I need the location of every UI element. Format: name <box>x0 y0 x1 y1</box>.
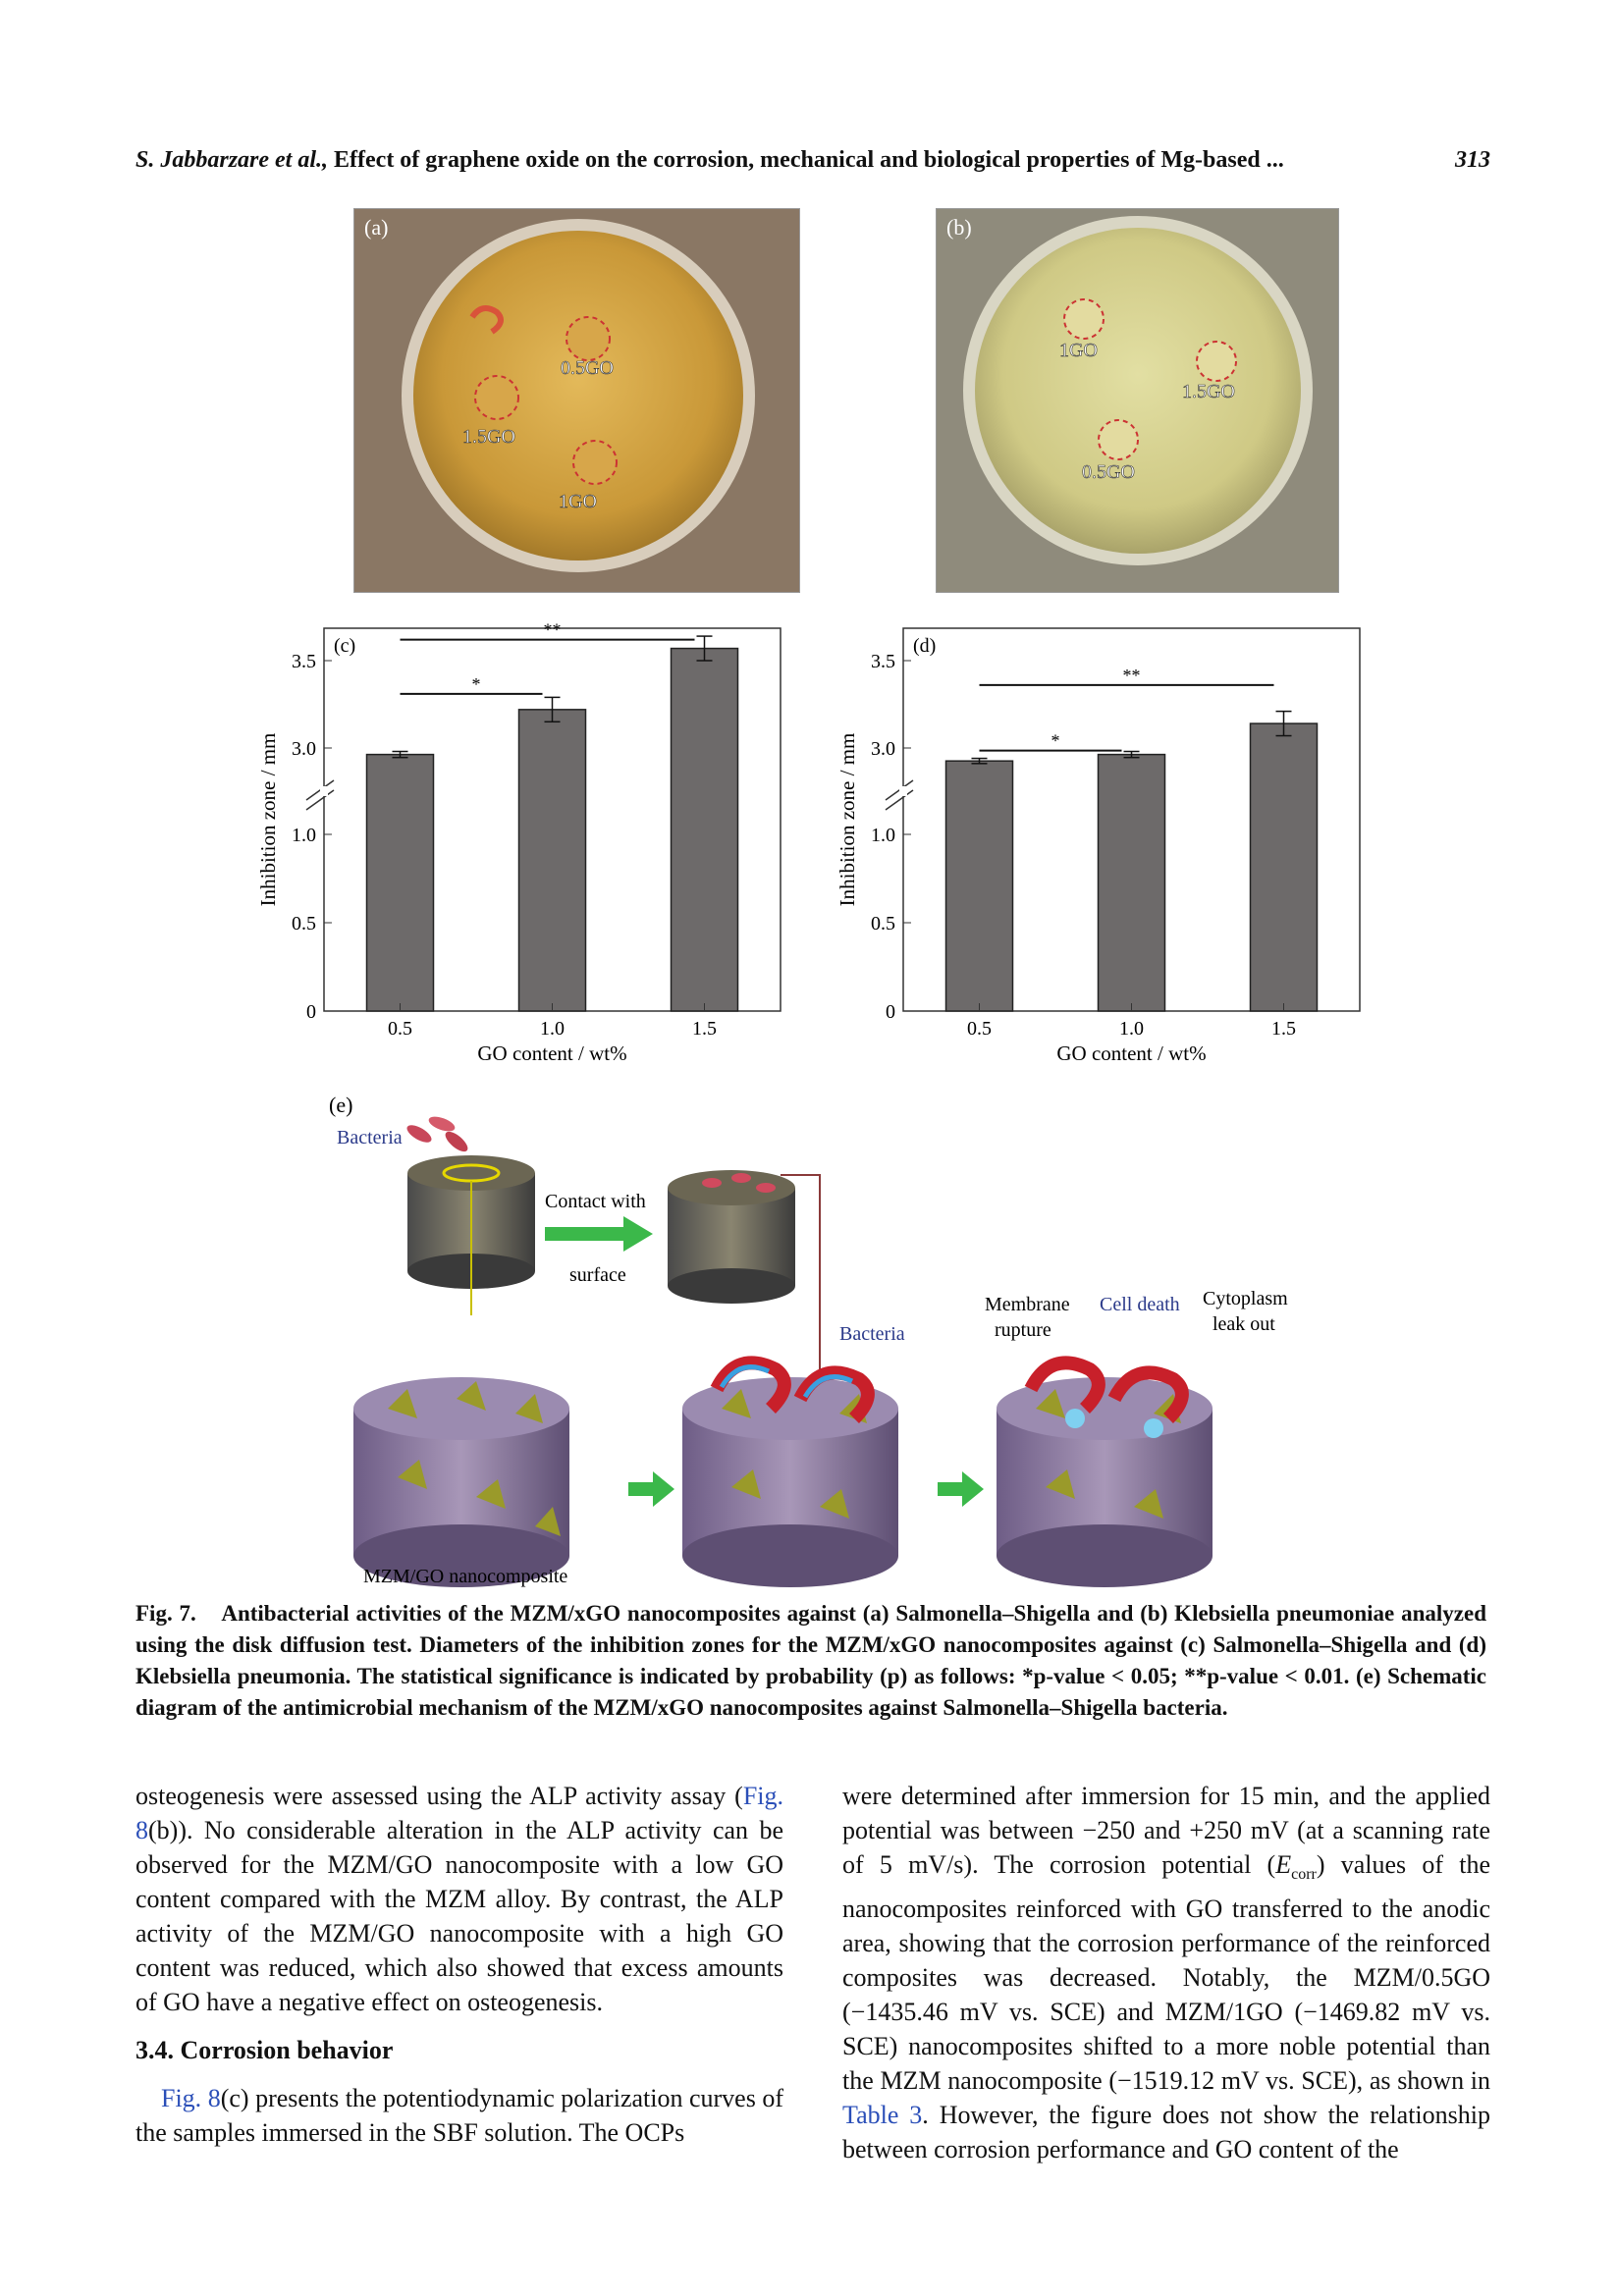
bar <box>946 761 1013 1011</box>
green-arrow-2-icon <box>628 1471 674 1507</box>
ecorr-subscript: corr <box>1291 1866 1317 1884</box>
membrane-text-1: Membrane <box>985 1294 1070 1315</box>
green-arrow-3-icon <box>938 1471 984 1507</box>
right-text-b: ) values of the nanocomposites reinforced with GO transferred to the anodic area, showing that the corrosion performance of the reinforced composites was decreased. Notably, the MZM/0.5GO (−1435.46 mV vs. SCE) and MZM/1GO (−1469.82 mV vs. SCE) nanocomposites shifted to a more noble potential than the MZM nanocomposite (−1519.12 mV vs. SCE), as shown in <box>842 1850 1490 2096</box>
contact-text-2: surface <box>569 1264 626 1286</box>
disk-label-a1: 0.5GO <box>561 357 614 379</box>
right-column <box>842 1779 1490 2166</box>
fig8c-link[interactable]: Fig. 8 <box>161 2084 221 2112</box>
bacteria-cluster-icon <box>404 1114 471 1155</box>
x-tick-label: 1.5 <box>1271 1018 1296 1040</box>
caption-text: Antibacterial activities of the MZM/xGO nanocomposites against (a) Salmonella–Shigella and (b) Klebsiella pneumoniae analyzed using the disk diffusion test. Diameters of the inhibition zones for the MZM/xGO nanocomposites against (c) Salmonella–Shigella and (d) Klebsiella pneumonia. The statistical significance is indicated by probability (p) as follows: *p-value < 0.05; **p-value < 0.01. (e) Schematic diagram of the antimicrobial mechanism of the MZM/xGO nanocomposites against Salmonella–Shigella bacteria. <box>135 1601 1486 1720</box>
ecorr-symbol: E <box>1275 1850 1292 1879</box>
cell-death-text: Cell death <box>1100 1294 1180 1315</box>
disk-label-a3: 1GO <box>559 491 597 512</box>
panel-a-photo <box>353 208 800 593</box>
significance-label: * <box>1051 730 1060 751</box>
fig8b-link[interactable]: Fig. 8 <box>135 1782 783 1844</box>
right-text-a: were determined after immersion for 15 min, and the applied potential was between −250 and +250 mV (at a scanning rate of 5 mV/s). The corrosion potential ( <box>842 1782 1490 1879</box>
section-heading: 3.4. Corrosion behavior <box>135 2036 394 2064</box>
bar <box>519 710 586 1011</box>
membrane-text-2: rupture <box>995 1319 1051 1341</box>
x-tick-label: 0.5 <box>967 1018 992 1040</box>
nanocomposite-cylinder-1-icon <box>353 1377 569 1587</box>
x-tick-label: 1.0 <box>1119 1018 1144 1040</box>
y-axis-label: Inhibition zone / mm <box>835 732 859 907</box>
bar <box>1099 755 1165 1011</box>
y-tick-label: 3.5 <box>871 651 895 672</box>
y-tick-label: 0 <box>886 1001 895 1023</box>
y-tick-label: 1.0 <box>871 825 895 846</box>
alloy-cylinder-with-bacteria-icon <box>668 1170 795 1304</box>
x-axis-label: GO content / wt% <box>1056 1041 1207 1065</box>
chart-d <box>825 614 1374 1075</box>
y-tick-label: 0 <box>306 1001 316 1023</box>
x-tick-label: 1.0 <box>540 1018 565 1040</box>
disk-label-b1: 1GO <box>1059 340 1098 361</box>
disk-label-b2: 1.5GO <box>1182 381 1235 402</box>
y-tick-label: 3.5 <box>292 651 316 672</box>
cytoplasm-text-1: Cytoplasm <box>1203 1288 1288 1309</box>
petri-dish-b <box>937 209 1338 592</box>
contact-text-1: Contact with <box>545 1191 646 1212</box>
bacteria-label: Bacteria <box>337 1127 403 1148</box>
caption-fig-number: Fig. 7. <box>135 1601 196 1626</box>
panel-b-label: (b) <box>946 215 972 240</box>
y-tick-label: 0.5 <box>292 913 316 934</box>
green-arrow-icon <box>545 1216 653 1252</box>
y-tick-label: 3.0 <box>871 738 895 760</box>
figure-caption <box>135 1598 1486 1724</box>
page-number: 313 <box>1455 147 1490 173</box>
x-tick-label: 1.5 <box>692 1018 717 1040</box>
bacteria-label-2: Bacteria <box>839 1323 905 1345</box>
chart-c <box>245 614 795 1075</box>
table3-link[interactable]: Table 3 <box>842 2101 923 2130</box>
y-axis-label: Inhibition zone / mm <box>256 732 280 907</box>
running-header <box>135 147 1490 174</box>
bar <box>672 649 738 1011</box>
y-tick-label: 0.5 <box>871 913 895 934</box>
right-text-c: . However, the figure does not show the relationship between corrosion performance and GO content of the <box>842 2101 1491 2164</box>
left-paragraph-2 <box>135 2081 783 2150</box>
panel-label: (d) <box>913 635 937 657</box>
cytoplasm-text-2: leak out <box>1213 1313 1275 1335</box>
significance-label: * <box>471 673 481 694</box>
left-column <box>135 1779 783 2150</box>
disk-label-b3: 0.5GO <box>1082 461 1135 483</box>
significance-label: ** <box>1122 665 1141 685</box>
bar <box>367 755 434 1011</box>
panel-e-label: (e) <box>329 1095 353 1117</box>
y-tick-label: 1.0 <box>292 825 316 846</box>
header-title: Effect of graphene oxide on the corrosion, mechanical and biological properties of Mg-based ... <box>334 147 1284 173</box>
axis-break-gap <box>899 786 907 796</box>
axis-break-gap <box>320 786 328 796</box>
bar <box>1251 723 1318 1011</box>
panel-e-schematic <box>329 1095 1321 1590</box>
left-p1-text-b: (b)). No considerable alteration in the ALP activity can be observed for the MZM/GO nanocomposite with a low GO content compared with the MZM alloy. By contrast, the ALP activity of the MZM/GO nanocomposite with a high GO content was reduced, which also showed that excess amounts of GO have a negative effect on osteogenesis. <box>135 1816 783 2016</box>
x-axis-label: GO content / wt% <box>477 1041 627 1065</box>
disk-label-a2: 1.5GO <box>462 426 515 448</box>
nanocomposite-label: MZM/GO nanocomposite <box>363 1566 568 1587</box>
petri-dish-a <box>354 209 799 592</box>
nanocomposite-cylinder-2-icon <box>682 1362 898 1587</box>
panel-b-photo <box>936 208 1339 593</box>
significance-label: ** <box>543 619 562 640</box>
x-tick-label: 0.5 <box>388 1018 412 1040</box>
left-p2-text: (c) presents the potentiodynamic polarization curves of the samples immersed in the SBF solution. The OCPs <box>135 2084 784 2147</box>
header-authors: S. Jabbarzare et al., <box>135 147 329 173</box>
left-paragraph-1 <box>135 1779 783 2019</box>
panel-label: (c) <box>334 635 356 657</box>
nanocomposite-cylinder-3-icon <box>997 1362 1213 1587</box>
left-p1-text-a: osteogenesis were assessed using the ALP activity assay ( <box>135 1782 743 1810</box>
y-tick-label: 3.0 <box>292 738 316 760</box>
panel-a-label: (a) <box>364 215 389 240</box>
